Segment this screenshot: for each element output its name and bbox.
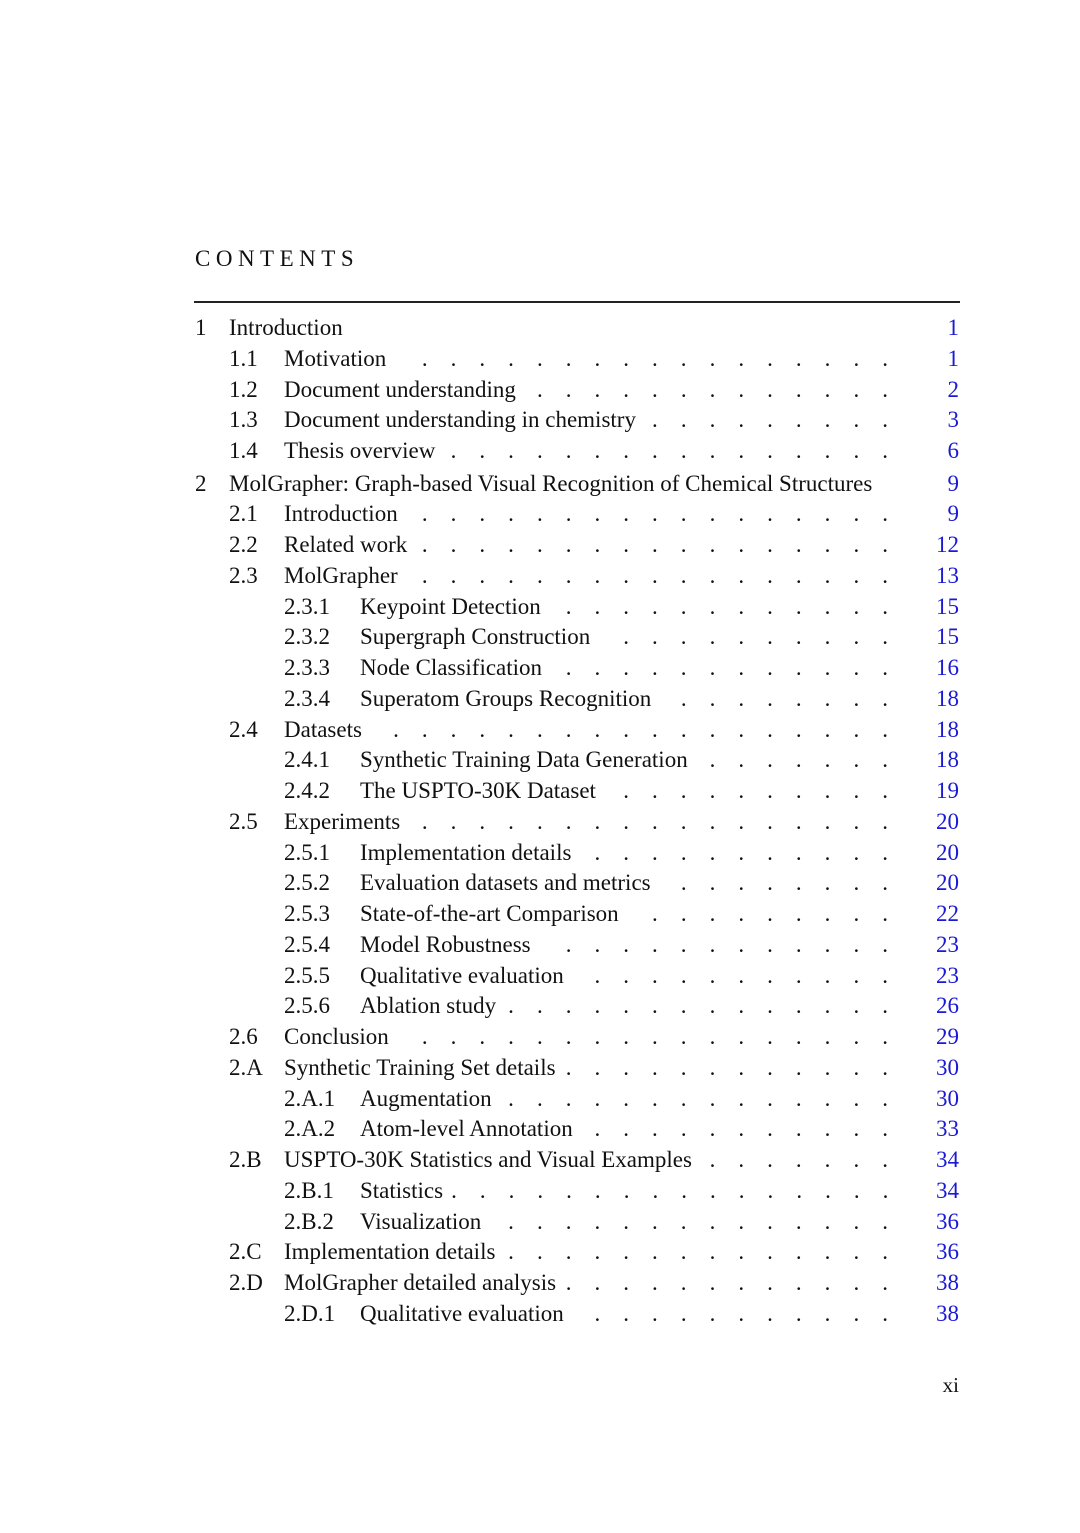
- toc-entry[interactable]: [284, 868, 959, 898]
- entry-number: 2.3.4: [284, 685, 330, 711]
- toc-entry[interactable]: [229, 1268, 959, 1298]
- page-link[interactable]: 20: [936, 870, 959, 896]
- entry-title[interactable]: Keypoint Detection: [360, 593, 541, 619]
- toc-entry[interactable]: [284, 684, 959, 714]
- toc-entry[interactable]: [229, 499, 959, 529]
- dot-leader: . . . . . . . . . . . . . . . . .: [421, 1024, 911, 1049]
- page-link[interactable]: 20: [936, 839, 959, 865]
- dot-leader: . . . . . . . . . . . .: [565, 1270, 911, 1295]
- entry-number: 2.5.5: [284, 962, 330, 988]
- dot-leader: . . . . . . . . . . . . . .: [508, 1239, 911, 1265]
- page-link[interactable]: 38: [936, 1270, 959, 1295]
- dot-leader: . . . . . . . . . . . . . . . . .: [421, 345, 911, 371]
- entry-number: 2.4.2: [284, 778, 330, 803]
- dot-leader: . . . . . . . .: [680, 685, 911, 711]
- page-link[interactable]: 1: [947, 315, 959, 340]
- page-link[interactable]: 2: [947, 376, 959, 402]
- toc-entry[interactable]: [284, 622, 959, 652]
- entry-title[interactable]: Ablation study: [360, 993, 497, 1019]
- entry-title[interactable]: MolGrapher: [284, 562, 398, 588]
- entry-number: 2.6: [229, 1024, 258, 1049]
- toc-entry[interactable]: [284, 961, 959, 991]
- entry-number: 2.4.1: [284, 747, 330, 773]
- entry-title[interactable]: Introduction: [284, 501, 398, 527]
- dot-leader: . . . . . . . . . . .: [594, 1116, 911, 1142]
- entry-title[interactable]: Conclusion: [284, 1024, 389, 1049]
- page-link[interactable]: 34: [936, 1177, 959, 1203]
- dot-leader: . . . . . . . . . . . . . . . . .: [421, 501, 911, 527]
- entry-title[interactable]: Qualitative evaluation: [360, 1300, 564, 1326]
- page-link[interactable]: 29: [936, 1024, 959, 1049]
- dot-leader: . . . . . . . . . .: [623, 778, 911, 803]
- divider: [194, 301, 960, 303]
- toc-entry[interactable]: [284, 1176, 959, 1206]
- toc-entry[interactable]: [229, 1053, 959, 1083]
- entry-number: 2.A.2: [284, 1116, 336, 1142]
- toc-entry[interactable]: [284, 930, 959, 960]
- dot-leader: . . . . . . . . . . . . . . . . . .: [393, 716, 911, 742]
- entry-title[interactable]: MolGrapher: Graph-based Visual Recognition of Chemical Structures: [229, 470, 873, 496]
- toc-entry[interactable]: [284, 592, 959, 622]
- entry-title[interactable]: The USPTO-30K Dataset: [360, 778, 596, 803]
- dot-leader: . . . . . . . . . . . . . . . .: [450, 438, 911, 463]
- entry-title[interactable]: Implementation details: [284, 1239, 496, 1265]
- toc-entry[interactable]: [284, 653, 959, 683]
- page-link[interactable]: 12: [936, 532, 959, 557]
- toc-entry[interactable]: [284, 1114, 959, 1144]
- entry-title[interactable]: Superatom Groups Recognition: [360, 685, 652, 711]
- toc-entry[interactable]: [229, 375, 959, 405]
- entry-title[interactable]: State-of-the-art Comparison: [360, 901, 619, 926]
- toc-entry[interactable]: [284, 838, 959, 868]
- entry-number: 2.5.3: [284, 901, 330, 926]
- entry-number: 2.D.1: [284, 1300, 336, 1326]
- entry-number: 2.B: [229, 1147, 262, 1172]
- entry-number: 2.B.2: [284, 1208, 334, 1234]
- page-link[interactable]: 26: [936, 993, 959, 1019]
- toc-entry[interactable]: [229, 715, 959, 745]
- dot-leader: . . . . . . . . . . . . . .: [508, 1085, 911, 1111]
- dot-leader: . . . . . . . . .: [652, 407, 911, 433]
- page-link[interactable]: 19: [936, 778, 959, 803]
- page-title: CONTENTS: [195, 246, 360, 271]
- entry-title[interactable]: Document understanding: [284, 376, 516, 402]
- entry-number: 2.2: [229, 532, 258, 557]
- toc-chapter[interactable]: [195, 469, 959, 499]
- toc-entry[interactable]: [284, 991, 959, 1021]
- entry-title[interactable]: Qualitative evaluation: [360, 962, 564, 988]
- dot-leader: . . . . . . . . . . . . . . . . .: [421, 808, 911, 834]
- entry-number: 2.3.1: [284, 593, 330, 619]
- entry-number: 2.D: [229, 1270, 263, 1295]
- page-link[interactable]: 36: [936, 1208, 959, 1234]
- dot-leader: . . . . . . .: [709, 1147, 911, 1172]
- dot-leader: . . . . . . . .: [680, 870, 911, 896]
- dot-leader: . . . . . . . . . .: [623, 624, 911, 650]
- entry-number: 2.4: [229, 716, 258, 742]
- entry-number: 1.2: [229, 376, 258, 402]
- entry-number: 1.1: [229, 345, 258, 371]
- toc-entry[interactable]: [229, 436, 959, 466]
- toc-entry[interactable]: [229, 807, 959, 837]
- entry-number: 2.1: [229, 501, 258, 527]
- toc-entry[interactable]: [284, 745, 959, 775]
- entry-title[interactable]: Visualization: [360, 1208, 482, 1234]
- page-link[interactable]: 33: [936, 1116, 959, 1142]
- entry-number: 1.4: [229, 438, 258, 463]
- entry-number: 2.B.1: [284, 1177, 334, 1203]
- dot-leader: . . . . . . . . .: [652, 901, 911, 926]
- dot-leader: . . . . . . . . . . .: [594, 839, 911, 865]
- page-number: xi: [942, 1373, 959, 1397]
- toc-entry[interactable]: [229, 405, 959, 435]
- entry-title[interactable]: Synthetic Training Set details: [284, 1054, 556, 1080]
- entry-title[interactable]: Supergraph Construction: [360, 624, 591, 650]
- toc-entry[interactable]: [284, 899, 959, 929]
- page-link[interactable]: 15: [936, 624, 959, 650]
- entry-number: 2.5.1: [284, 839, 330, 865]
- entry-title[interactable]: Thesis overview: [284, 438, 436, 463]
- entry-title[interactable]: Document understanding in chemistry: [284, 407, 636, 433]
- entry-title[interactable]: Model Robustness: [360, 931, 531, 957]
- page-link[interactable]: 30: [936, 1085, 959, 1111]
- page-link[interactable]: 34: [936, 1147, 959, 1172]
- dot-leader: . . . . . . . . . . .: [594, 962, 911, 988]
- entry-title[interactable]: Experiments: [284, 808, 401, 834]
- dot-leader: . . . . . . . . . . . . . . . .: [451, 1177, 912, 1203]
- dot-leader: . . . . . . . . . . . .: [565, 1054, 911, 1080]
- page-link[interactable]: 22: [936, 901, 959, 926]
- toc-entry[interactable]: [229, 561, 959, 591]
- toc-entry[interactable]: [284, 1084, 959, 1114]
- dot-leader: . . . . . . . . . . . . . . . . .: [421, 562, 911, 588]
- page-link[interactable]: 1: [947, 345, 959, 371]
- toc-entry[interactable]: [229, 1237, 959, 1267]
- entry-title[interactable]: Motivation: [284, 345, 387, 371]
- toc-entry[interactable]: [229, 530, 959, 560]
- entry-title[interactable]: Datasets: [284, 716, 362, 742]
- dot-leader: . . . . . . . . . . . . . . . . .: [421, 532, 911, 557]
- entry-title[interactable]: Atom-level Annotation: [360, 1116, 573, 1142]
- page-link[interactable]: 18: [936, 747, 959, 773]
- entry-number: 2.5: [229, 808, 258, 834]
- page-link[interactable]: 16: [936, 655, 959, 680]
- entry-title[interactable]: Evaluation datasets and metrics: [360, 870, 651, 896]
- page-link[interactable]: 23: [936, 931, 959, 957]
- entry-number: 2.3.3: [284, 655, 330, 680]
- dot-leader: . . . . . . . . . . . . .: [536, 376, 911, 402]
- entry-title[interactable]: Implementation details: [360, 839, 572, 865]
- entry-title[interactable]: MolGrapher detailed analysis: [284, 1270, 557, 1295]
- page-link[interactable]: 20: [936, 808, 959, 834]
- toc-entry[interactable]: [229, 344, 959, 374]
- entry-title[interactable]: Node Classification: [360, 655, 543, 680]
- dot-leader: . . . . . . . . . . . .: [565, 931, 911, 957]
- entry-number: 2.5.4: [284, 931, 330, 957]
- entry-title[interactable]: Related work: [284, 532, 408, 557]
- page-link[interactable]: 18: [936, 685, 959, 711]
- page-link[interactable]: 23: [936, 962, 959, 988]
- entry-number: 1.3: [229, 407, 258, 433]
- entry-title[interactable]: Augmentation: [360, 1085, 492, 1111]
- dot-leader: . . . . . . . . . . . .: [565, 655, 911, 680]
- entry-number: 2.5.6: [284, 993, 330, 1019]
- dot-leader: . . . . . . . . . . . . . .: [508, 1208, 911, 1234]
- entry-title[interactable]: Synthetic Training Data Generation: [360, 747, 688, 773]
- toc-entry[interactable]: [229, 1022, 959, 1052]
- entry-number: 2.A: [229, 1054, 263, 1080]
- toc-entry[interactable]: [229, 1145, 959, 1175]
- page-link[interactable]: 9: [947, 501, 959, 527]
- entry-number: 2: [195, 470, 207, 496]
- entry-title[interactable]: Introduction: [229, 315, 343, 340]
- dot-leader: . . . . . . . . . . . . . .: [508, 993, 911, 1019]
- entry-number: 2.3: [229, 562, 258, 588]
- entry-number: 2.3.2: [284, 624, 330, 650]
- page-link[interactable]: 9: [947, 470, 959, 496]
- toc-entry[interactable]: [284, 1207, 959, 1237]
- entry-number: 2.A.1: [284, 1085, 336, 1111]
- toc-entry[interactable]: [284, 776, 959, 806]
- page-link[interactable]: 30: [936, 1054, 959, 1080]
- page-link[interactable]: 15: [936, 593, 959, 619]
- toc-entry[interactable]: [284, 1299, 959, 1329]
- page-link[interactable]: 13: [936, 562, 959, 588]
- page-link[interactable]: 6: [947, 438, 959, 463]
- page-link[interactable]: 3: [947, 407, 959, 433]
- page-link[interactable]: 18: [936, 716, 959, 742]
- entry-title[interactable]: Statistics: [360, 1177, 444, 1203]
- toc-chapter[interactable]: [195, 313, 959, 343]
- entry-title[interactable]: USPTO-30K Statistics and Visual Examples: [284, 1147, 692, 1172]
- entry-number: 2.C: [229, 1239, 262, 1265]
- entry-number: 2.5.2: [284, 870, 330, 896]
- page-link[interactable]: 38: [936, 1300, 959, 1326]
- dot-leader: . . . . . . .: [709, 747, 911, 773]
- page-link[interactable]: 36: [936, 1239, 959, 1265]
- dot-leader: . . . . . . . . . . . .: [565, 593, 911, 619]
- dot-leader: . . . . . . . . . . .: [594, 1300, 911, 1326]
- entry-number: 1: [195, 315, 207, 340]
